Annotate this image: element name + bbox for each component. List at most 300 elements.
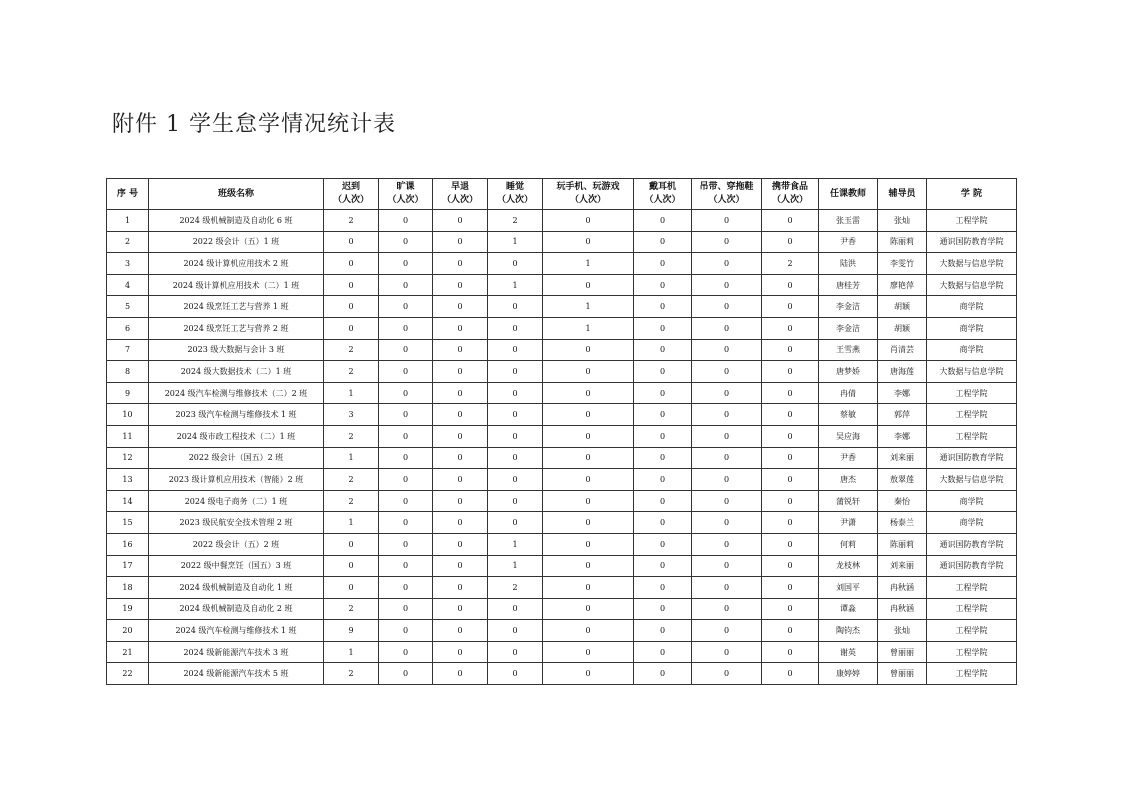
cell-col-sleeping: 2 [488,210,543,232]
cell-col-food: 0 [762,274,819,296]
table-row [107,490,1017,512]
cell-col-sleeping: 0 [488,598,543,620]
cell-col-earphones: 0 [634,620,692,642]
cell-col-sleeping: 0 [488,469,543,491]
table-row [107,598,1017,620]
cell-col-leave-early: 0 [433,382,488,404]
cell-col-late: 2 [324,490,379,512]
cell-col-earphones: 0 [634,339,692,361]
cell-col-slippers: 0 [692,620,762,642]
header-unit: （人次） [332,195,369,205]
cell-col-index: 4 [107,274,149,296]
table-row [107,641,1017,663]
cell-col-food: 0 [762,555,819,577]
cell-col-sleeping: 0 [488,663,543,685]
cell-col-leave-early: 0 [433,577,488,599]
cell-col-sleeping: 1 [488,555,543,577]
cell-col-slippers: 0 [692,382,762,404]
cell-col-leave-early: 0 [433,641,488,663]
table-row [107,469,1017,491]
cell-col-leave-early: 0 [433,361,488,383]
cell-col-index: 13 [107,469,149,491]
cell-col-absent: 0 [379,620,433,642]
cell-col-sleeping: 0 [488,382,543,404]
cell-col-food: 0 [762,620,819,642]
cell-col-food: 0 [762,382,819,404]
cell-col-food: 0 [762,339,819,361]
cell-col-teacher: 陆洪 [819,253,878,275]
cell-col-class-name: 2024 级机械制造及自动化 6 班 [149,210,324,232]
cell-col-index: 22 [107,663,149,685]
cell-col-index: 1 [107,210,149,232]
cell-col-food: 0 [762,210,819,232]
cell-col-absent: 0 [379,339,433,361]
table-row [107,533,1017,555]
header-label: 任课教师 [829,188,866,199]
cell-col-phone-games: 1 [543,296,634,318]
cell-col-absent: 0 [379,555,433,577]
cell-col-leave-early: 0 [433,447,488,469]
cell-col-absent: 0 [379,469,433,491]
cell-col-teacher: 吴应海 [819,425,878,447]
table-body [107,210,1017,685]
cell-col-late: 0 [324,296,379,318]
cell-col-phone-games: 0 [543,577,634,599]
cell-col-late: 2 [324,598,379,620]
cell-col-phone-games: 0 [543,598,634,620]
cell-col-food: 0 [762,469,819,491]
cell-col-absent: 0 [379,274,433,296]
cell-col-college: 商学院 [927,490,1017,512]
cell-col-earphones: 0 [634,317,692,339]
cell-col-sleeping: 0 [488,512,543,534]
cell-col-class-name: 2022 级会计（国五）2 班 [149,447,324,469]
cell-col-earphones: 0 [634,274,692,296]
cell-col-earphones: 0 [634,512,692,534]
table-row [107,317,1017,339]
cell-col-counselor: 敖翠莲 [878,469,927,491]
cell-col-phone-games: 0 [543,663,634,685]
cell-col-leave-early: 0 [433,469,488,491]
cell-col-absent: 0 [379,512,433,534]
table-row [107,447,1017,469]
cell-col-earphones: 0 [634,231,692,253]
cell-col-sleeping: 0 [488,490,543,512]
cell-col-sleeping: 1 [488,274,543,296]
cell-col-slippers: 0 [692,231,762,253]
cell-col-earphones: 0 [634,210,692,232]
cell-col-late: 2 [324,469,379,491]
cell-col-index: 10 [107,404,149,426]
cell-col-index: 2 [107,231,149,253]
cell-col-teacher: 尹潇 [819,512,878,534]
cell-col-sleeping: 0 [488,253,543,275]
header-label: 旷课 [396,182,415,192]
cell-col-food: 2 [762,253,819,275]
cell-col-leave-early: 0 [433,404,488,426]
cell-col-phone-games: 1 [543,253,634,275]
cell-col-teacher: 王雪燕 [819,339,878,361]
header-unit: （人次） [496,195,533,205]
cell-col-leave-early: 0 [433,253,488,275]
cell-col-slippers: 0 [692,296,762,318]
cell-col-late: 1 [324,447,379,469]
cell-col-class-name: 2024 级烹饪工艺与营养 1 班 [149,296,324,318]
cell-col-late: 2 [324,339,379,361]
cell-col-earphones: 0 [634,296,692,318]
cell-col-college: 工程学院 [927,620,1017,642]
cell-col-earphones: 0 [634,490,692,512]
cell-col-leave-early: 0 [433,490,488,512]
cell-col-college: 大数据与信息学院 [927,274,1017,296]
cell-col-sleeping: 2 [488,577,543,599]
cell-col-absent: 0 [379,533,433,555]
cell-col-counselor: 胡颖 [878,317,927,339]
cell-col-counselor: 刘来丽 [878,555,927,577]
header-col-counselor [878,179,927,210]
cell-col-absent: 0 [379,210,433,232]
cell-col-counselor: 李娜 [878,425,927,447]
cell-col-phone-games: 0 [543,555,634,577]
cell-col-class-name: 2024 级机械制造及自动化 1 班 [149,577,324,599]
table-row [107,425,1017,447]
header-col-teacher [819,179,878,210]
cell-col-college: 工程学院 [927,382,1017,404]
cell-col-absent: 0 [379,231,433,253]
header-col-late [324,179,379,210]
cell-col-absent: 0 [379,577,433,599]
header-label: 睡觉 [505,182,524,192]
header-unit: （人次） [771,195,808,205]
cell-col-slippers: 0 [692,469,762,491]
cell-col-class-name: 2023 级民航安全技术管理 2 班 [149,512,324,534]
cell-col-phone-games: 0 [543,274,634,296]
cell-col-food: 0 [762,641,819,663]
table-row [107,663,1017,685]
cell-col-late: 9 [324,620,379,642]
table-row [107,404,1017,426]
cell-col-teacher: 唐梦娇 [819,361,878,383]
header-label: 迟到 [341,182,360,192]
cell-col-phone-games: 0 [543,469,634,491]
header-unit: （人次） [569,195,606,205]
cell-col-index: 19 [107,598,149,620]
cell-col-earphones: 0 [634,469,692,491]
cell-col-counselor: 肖清芸 [878,339,927,361]
cell-col-slippers: 0 [692,663,762,685]
header-label: 吊带、穿拖鞋 [699,182,754,192]
cell-col-sleeping: 0 [488,425,543,447]
cell-col-college: 商学院 [927,339,1017,361]
cell-col-absent: 0 [379,361,433,383]
cell-col-sleeping: 0 [488,641,543,663]
table-row [107,620,1017,642]
cell-col-class-name: 2024 级电子商务（二）1 班 [149,490,324,512]
cell-col-phone-games: 0 [543,490,634,512]
cell-col-teacher: 谭淼 [819,598,878,620]
table-row [107,253,1017,275]
cell-col-slippers: 0 [692,598,762,620]
table-row [107,577,1017,599]
cell-col-index: 17 [107,555,149,577]
cell-col-counselor: 曾丽丽 [878,641,927,663]
cell-col-phone-games: 0 [543,620,634,642]
header-col-leave-early [433,179,488,210]
cell-col-college: 工程学院 [927,210,1017,232]
cell-col-phone-games: 0 [543,641,634,663]
cell-col-index: 5 [107,296,149,318]
cell-col-leave-early: 0 [433,274,488,296]
cell-col-teacher: 唐杰 [819,469,878,491]
cell-col-absent: 0 [379,490,433,512]
cell-col-class-name: 2024 级计算机应用技术（二）1 班 [149,274,324,296]
header-col-sleeping [488,179,543,210]
cell-col-phone-games: 0 [543,533,634,555]
header-label: 学 院 [960,188,983,199]
header-label: 早退 [450,182,469,192]
cell-col-absent: 0 [379,641,433,663]
cell-col-absent: 0 [379,404,433,426]
cell-col-late: 0 [324,253,379,275]
cell-col-slippers: 0 [692,425,762,447]
cell-col-sleeping: 1 [488,231,543,253]
cell-col-teacher: 尹香 [819,447,878,469]
cell-col-counselor: 廖艳萍 [878,274,927,296]
cell-col-earphones: 0 [634,577,692,599]
header-label: 戴耳机 [648,182,676,192]
cell-col-class-name: 2022 级会计（五）2 班 [149,533,324,555]
cell-col-index: 11 [107,425,149,447]
header-col-food [762,179,819,210]
cell-col-index: 9 [107,382,149,404]
header-label: 序 号 [116,188,139,199]
header-unit: （人次） [644,195,681,205]
cell-col-leave-early: 0 [433,533,488,555]
cell-col-food: 0 [762,490,819,512]
cell-col-earphones: 0 [634,404,692,426]
cell-col-slippers: 0 [692,490,762,512]
cell-col-index: 18 [107,577,149,599]
cell-col-earphones: 0 [634,663,692,685]
header-unit: （人次） [441,195,478,205]
cell-col-slippers: 0 [692,210,762,232]
cell-col-food: 0 [762,361,819,383]
cell-col-index: 16 [107,533,149,555]
cell-col-teacher: 蒲锐轩 [819,490,878,512]
cell-col-earphones: 0 [634,533,692,555]
cell-col-class-name: 2024 级新能源汽车技术 3 班 [149,641,324,663]
cell-col-slippers: 0 [692,577,762,599]
cell-col-phone-games: 0 [543,512,634,534]
cell-col-class-name: 2023 级大数据与会计 3 班 [149,339,324,361]
cell-col-counselor: 陈丽莉 [878,533,927,555]
cell-col-sleeping: 0 [488,361,543,383]
cell-col-food: 0 [762,598,819,620]
cell-col-class-name: 2022 级中餐烹饪（国五）3 班 [149,555,324,577]
cell-col-sleeping: 1 [488,533,543,555]
cell-col-teacher: 尹香 [819,231,878,253]
cell-col-absent: 0 [379,253,433,275]
cell-col-leave-early: 0 [433,210,488,232]
cell-col-slippers: 0 [692,555,762,577]
cell-col-index: 6 [107,317,149,339]
cell-col-food: 0 [762,296,819,318]
cell-col-counselor: 李雯竹 [878,253,927,275]
cell-col-absent: 0 [379,296,433,318]
cell-col-phone-games: 0 [543,339,634,361]
cell-col-college: 商学院 [927,317,1017,339]
cell-col-late: 0 [324,317,379,339]
cell-col-sleeping: 0 [488,404,543,426]
cell-col-earphones: 0 [634,253,692,275]
page-title: 附件 1 学生怠学情况统计表 [112,112,396,137]
cell-col-earphones: 0 [634,425,692,447]
cell-col-index: 3 [107,253,149,275]
cell-col-counselor: 秦怡 [878,490,927,512]
cell-col-late: 0 [324,555,379,577]
cell-col-sleeping: 0 [488,339,543,361]
cell-col-sleeping: 0 [488,620,543,642]
header-col-earphones [634,179,692,210]
table-row [107,555,1017,577]
cell-col-late: 3 [324,404,379,426]
cell-col-counselor: 陈丽莉 [878,231,927,253]
cell-col-absent: 0 [379,382,433,404]
cell-col-earphones: 0 [634,361,692,383]
cell-col-slippers: 0 [692,641,762,663]
cell-col-sleeping: 0 [488,296,543,318]
cell-col-teacher: 张玉雷 [819,210,878,232]
cell-col-late: 0 [324,577,379,599]
cell-col-college: 通识国防教育学院 [927,533,1017,555]
cell-col-phone-games: 0 [543,210,634,232]
table-row [107,382,1017,404]
cell-col-teacher: 龙枝林 [819,555,878,577]
cell-col-class-name: 2024 级汽车检测与维修技术（二）2 班 [149,382,324,404]
cell-col-phone-games: 0 [543,361,634,383]
cell-col-sleeping: 0 [488,317,543,339]
cell-col-index: 21 [107,641,149,663]
cell-col-class-name: 2024 级市政工程技术（二）1 班 [149,425,324,447]
header-col-class-name [149,179,324,210]
cell-col-leave-early: 0 [433,425,488,447]
cell-col-counselor: 刘来丽 [878,447,927,469]
cell-col-college: 工程学院 [927,404,1017,426]
cell-col-phone-games: 0 [543,382,634,404]
cell-col-earphones: 0 [634,641,692,663]
cell-col-teacher: 蔡敏 [819,404,878,426]
header-row [107,179,1017,210]
cell-col-food: 0 [762,663,819,685]
cell-col-leave-early: 0 [433,663,488,685]
cell-col-index: 7 [107,339,149,361]
cell-col-slippers: 0 [692,361,762,383]
cell-col-sleeping: 0 [488,447,543,469]
cell-col-late: 2 [324,361,379,383]
cell-col-college: 工程学院 [927,663,1017,685]
header-label: 班级名称 [217,188,254,199]
cell-col-class-name: 2024 级大数据技术（二）1 班 [149,361,324,383]
cell-col-food: 0 [762,425,819,447]
cell-col-slippers: 0 [692,253,762,275]
cell-col-teacher: 何莉 [819,533,878,555]
cell-col-college: 通识国防教育学院 [927,447,1017,469]
cell-col-counselor: 李娜 [878,382,927,404]
table-row [107,361,1017,383]
cell-col-earphones: 0 [634,382,692,404]
header-unit: （人次） [708,195,745,205]
cell-col-index: 15 [107,512,149,534]
cell-col-leave-early: 0 [433,296,488,318]
cell-col-earphones: 0 [634,447,692,469]
cell-col-college: 商学院 [927,512,1017,534]
cell-col-slippers: 0 [692,404,762,426]
cell-col-teacher: 刘国平 [819,577,878,599]
cell-col-teacher: 唐桂芳 [819,274,878,296]
cell-col-teacher: 冉倩 [819,382,878,404]
cell-col-leave-early: 0 [433,231,488,253]
cell-col-absent: 0 [379,663,433,685]
cell-col-teacher: 谢英 [819,641,878,663]
cell-col-earphones: 0 [634,555,692,577]
cell-col-teacher: 康婷婷 [819,663,878,685]
header-label: 辅导员 [888,188,916,199]
header-col-slippers [692,179,762,210]
cell-col-slippers: 0 [692,339,762,361]
table-row [107,339,1017,361]
table-row [107,210,1017,232]
cell-col-food: 0 [762,447,819,469]
cell-col-college: 工程学院 [927,598,1017,620]
cell-col-counselor: 曾丽丽 [878,663,927,685]
cell-col-food: 0 [762,533,819,555]
cell-col-late: 2 [324,663,379,685]
cell-col-class-name: 2022 级会计（五）1 班 [149,231,324,253]
cell-col-late: 2 [324,210,379,232]
cell-col-class-name: 2024 级机械制造及自动化 2 班 [149,598,324,620]
cell-col-teacher: 陶钧杰 [819,620,878,642]
header-col-college [927,179,1017,210]
cell-col-college: 大数据与信息学院 [927,469,1017,491]
cell-col-counselor: 冉秋涵 [878,598,927,620]
header-col-absent [379,179,433,210]
cell-col-leave-early: 0 [433,598,488,620]
cell-col-counselor: 胡颖 [878,296,927,318]
cell-col-college: 通识国防教育学院 [927,231,1017,253]
cell-col-leave-early: 0 [433,620,488,642]
table-row [107,296,1017,318]
cell-col-class-name: 2024 级烹饪工艺与营养 2 班 [149,317,324,339]
cell-col-college: 工程学院 [927,577,1017,599]
cell-col-slippers: 0 [692,533,762,555]
cell-col-slippers: 0 [692,317,762,339]
cell-col-class-name: 2023 级汽车检测与维修技术 1 班 [149,404,324,426]
cell-col-class-name: 2024 级新能源汽车技术 5 班 [149,663,324,685]
header-col-phone-games [543,179,634,210]
cell-col-earphones: 0 [634,598,692,620]
cell-col-late: 0 [324,533,379,555]
cell-col-leave-early: 0 [433,512,488,534]
cell-col-late: 1 [324,512,379,534]
cell-col-counselor: 张灿 [878,620,927,642]
header-label: 携带食品 [771,182,808,192]
cell-col-counselor: 唐海莲 [878,361,927,383]
cell-col-college: 商学院 [927,296,1017,318]
cell-col-college: 大数据与信息学院 [927,361,1017,383]
stats-table [106,178,1017,685]
cell-col-teacher: 李金洁 [819,296,878,318]
header-unit: （人次） [387,195,424,205]
